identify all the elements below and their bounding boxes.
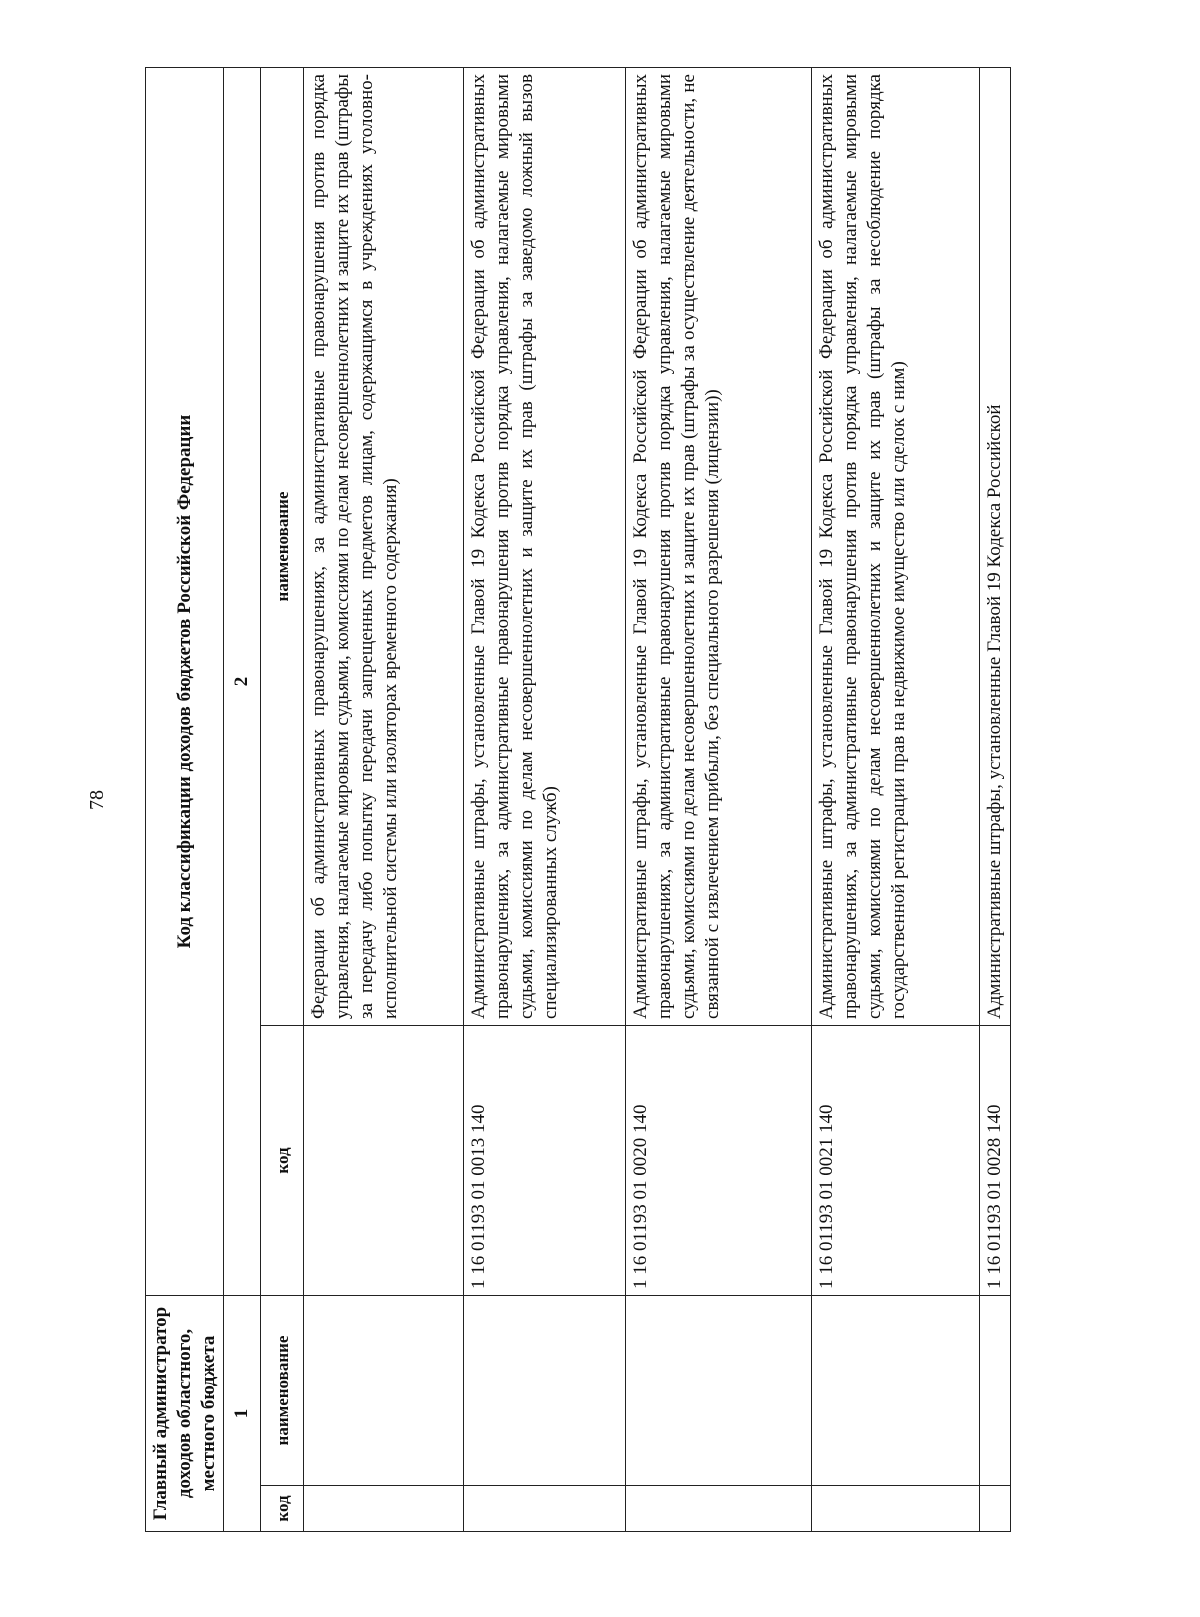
admin-name-subheader: наименование <box>261 1295 304 1485</box>
column-number-1: 1 <box>224 1295 261 1531</box>
admin-code-subheader: код <box>261 1486 304 1532</box>
column-number-2: 2 <box>224 68 261 1296</box>
table-row <box>626 68 812 1532</box>
admin-name-cell <box>464 1295 626 1485</box>
table-row <box>812 68 980 1532</box>
classification-code-cell: 1 16 01193 01 0013 140 <box>464 1025 626 1295</box>
classification-name-cell: Административные штрафы, установленные Главой 19 Кодекса Российской Федерации об административных правонарушениях, за административные правонарушения против порядка управления, налагаемые мировыми судьями, комиссиями по делам несовершеннолетних и защите их прав (штрафы за осуществление деятельности, не связанной с извлечением прибыли, без специального разрешения (лицензии)) <box>626 68 812 1026</box>
classification-name-cell: Административные штрафы, установленные Главой 19 Кодекса Российской Федерации об административных правонарушениях, за административные правонарушения против порядка управления, налагаемые мировыми судьями, комиссиями по делам несовершеннолетних и защите их прав (штрафы за несоблюдение порядка государственной регистрации прав на недвижимое имущество или сделок с ним) <box>812 68 980 1026</box>
admin-code-cell <box>812 1486 980 1532</box>
table-row <box>980 68 1011 1532</box>
classification-name-cell: Административные штрафы, установленные Главой 19 Кодекса Российской <box>980 68 1011 1026</box>
classification-code-subheader: код <box>261 1025 304 1295</box>
admin-code-cell <box>304 1486 464 1532</box>
admin-name-cell <box>304 1295 464 1485</box>
revenue-classification-table <box>145 67 1011 1532</box>
classification-group-header: Код классификации доходов бюджетов Российской Федерации <box>146 68 224 1296</box>
admin-name-cell <box>980 1295 1011 1485</box>
page-number: 78 <box>86 790 108 810</box>
admin-group-header: Главный администратор доходов областного, местного бюджета <box>146 1295 224 1531</box>
table-header-row <box>146 68 224 1532</box>
admin-name-cell <box>626 1295 812 1485</box>
admin-code-cell <box>464 1486 626 1532</box>
classification-name-cell: Федерации об административных правонарушениях, за административные правонарушения против порядка управления, налагаемые мировыми судьями, комиссиями по делам несовершеннолетних и защите их прав (штрафы за передачу либо попытку передачи запрещенных предметов лицам, содержащимся в учреждениях уголовно-исполнительной системы или изоляторах временного содержания) <box>304 68 464 1026</box>
admin-code-cell <box>980 1486 1011 1532</box>
column-number-row <box>224 68 261 1532</box>
classification-code-cell: 1 16 01193 01 0021 140 <box>812 1025 980 1295</box>
subheader-row <box>261 68 304 1532</box>
classification-code-cell: 1 16 01193 01 0028 140 <box>980 1025 1011 1295</box>
admin-name-cell <box>812 1295 980 1485</box>
classification-code-cell: 1 16 01193 01 0020 140 <box>626 1025 812 1295</box>
table-row <box>464 68 626 1532</box>
classification-name-subheader: наименование <box>261 68 304 1026</box>
table-row <box>304 68 464 1532</box>
rotated-table-sheet <box>145 67 1035 1532</box>
classification-name-cell: Административные штрафы, установленные Главой 19 Кодекса Российской Федерации об административных правонарушениях, за административные правонарушения против порядка управления, налагаемые мировыми судьями, комиссиями по делам несовершеннолетних и защите их прав (штрафы за заведомо ложный вызов специализированных служб) <box>464 68 626 1026</box>
classification-code-cell <box>304 1025 464 1295</box>
admin-code-cell <box>626 1486 812 1532</box>
